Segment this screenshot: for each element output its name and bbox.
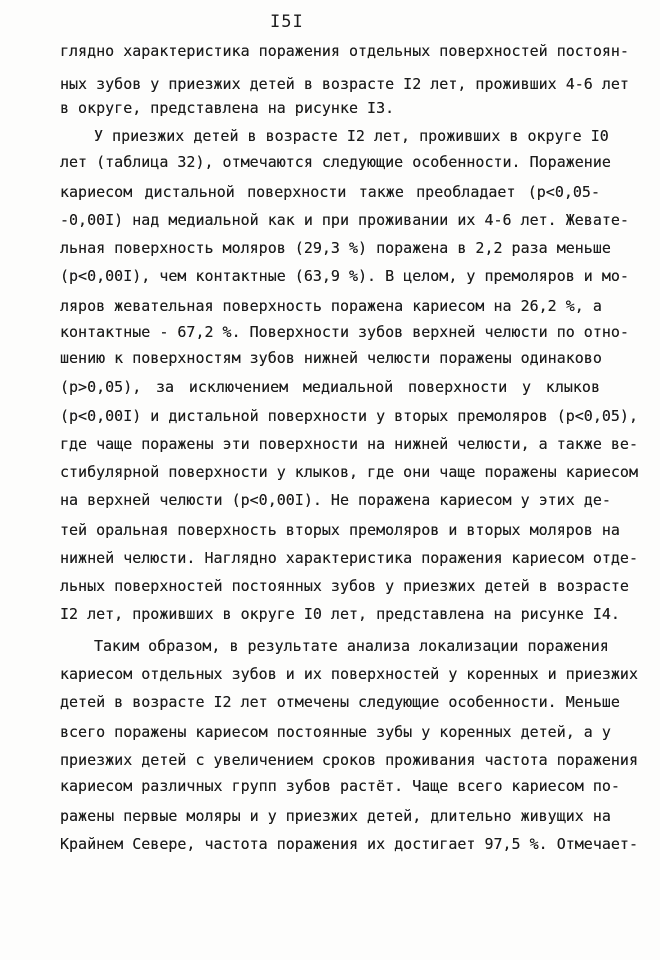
text-line: (р>0,05), за исключением медиальной поверхности у клыков [60, 378, 600, 396]
text-line: контактные - 67,2 %. Поверхности зубов верхней челюсти по отно- [60, 323, 629, 341]
text-line: на верхней челюсти (р<0,00I). Не поражена кариесом у этих де- [60, 491, 611, 509]
text-line: кариесом дистальной поверхности также преобладает (р<0,05- [60, 183, 600, 201]
text-line: ляров жевательная поверхность поражена кариесом на 26,2 %, а [60, 297, 602, 315]
text-line: льная поверхность моляров (29,3 %) поражена в 2,2 раза меньше [60, 239, 611, 257]
text-line: глядно характеристика поражения отдельных поверхностей постоян- [60, 42, 629, 60]
text-line: У приезжих детей в возрасте I2 лет, проживших в округе I0 [94, 127, 609, 145]
text-line: приезжих детей с увеличением сроков проживания частота поражения [60, 751, 638, 769]
text-line: кариесом отдельных зубов и их поверхностей у коренных и приезжих [60, 665, 638, 683]
text-line: кариесом различных групп зубов растёт. Чаще всего кариесом по- [60, 777, 620, 795]
text-line: льных поверхностей постоянных зубов у приезжих детей в возрасте [60, 577, 629, 595]
text-line: всего поражены кариесом постоянные зубы у коренных детей, а у [60, 723, 611, 741]
text-line: где чаще поражены эти поверхности на нижней челюсти, а также ве- [60, 435, 638, 453]
text-line: ражены первые моляры и у приезжих детей, длительно живущих на [60, 807, 611, 825]
text-line: в округе, представлена на рисунке I3. [60, 99, 395, 117]
text-line: -0,00I) над медиальной как и при проживании их 4-6 лет. Жевате- [60, 211, 629, 229]
text-line: тей оральная поверхность вторых премоляров и вторых моляров на [60, 521, 620, 539]
text-line: (р<0,00I) и дистальной поверхности у вторых премоляров (р<0,05), [60, 407, 638, 425]
text-line: детей в возрасте I2 лет отмечены следующие особенности. Меньше [60, 693, 620, 711]
text-line: нижней челюсти. Наглядно характеристика поражения кариесом отде- [60, 549, 638, 567]
text-line: шению к поверхностям зубов нижней челюсти поражены одинаково [60, 349, 602, 367]
text-line: Крайнем Севере, частота поражения их достигает 97,5 %. Отмечает- [60, 835, 638, 853]
page-number: I5I [270, 12, 304, 32]
text-line: (р<0,00I), чем контактные (63,9 %). В целом, у премоляров и мо- [60, 267, 629, 285]
text-line: ных зубов у приезжих детей в возрасте I2 лет, проживших 4-6 лет [60, 75, 629, 93]
text-line: Таким образом, в результате анализа локализации поражения [94, 637, 609, 655]
text-line: I2 лет, проживших в округе I0 лет, представлена на рисунке I4. [60, 605, 620, 623]
text-line: стибулярной поверхности у клыков, где они чаще поражены кариесом [60, 463, 638, 481]
text-line: лет (таблица 32), отмечаются следующие особенности. Поражение [60, 153, 611, 171]
